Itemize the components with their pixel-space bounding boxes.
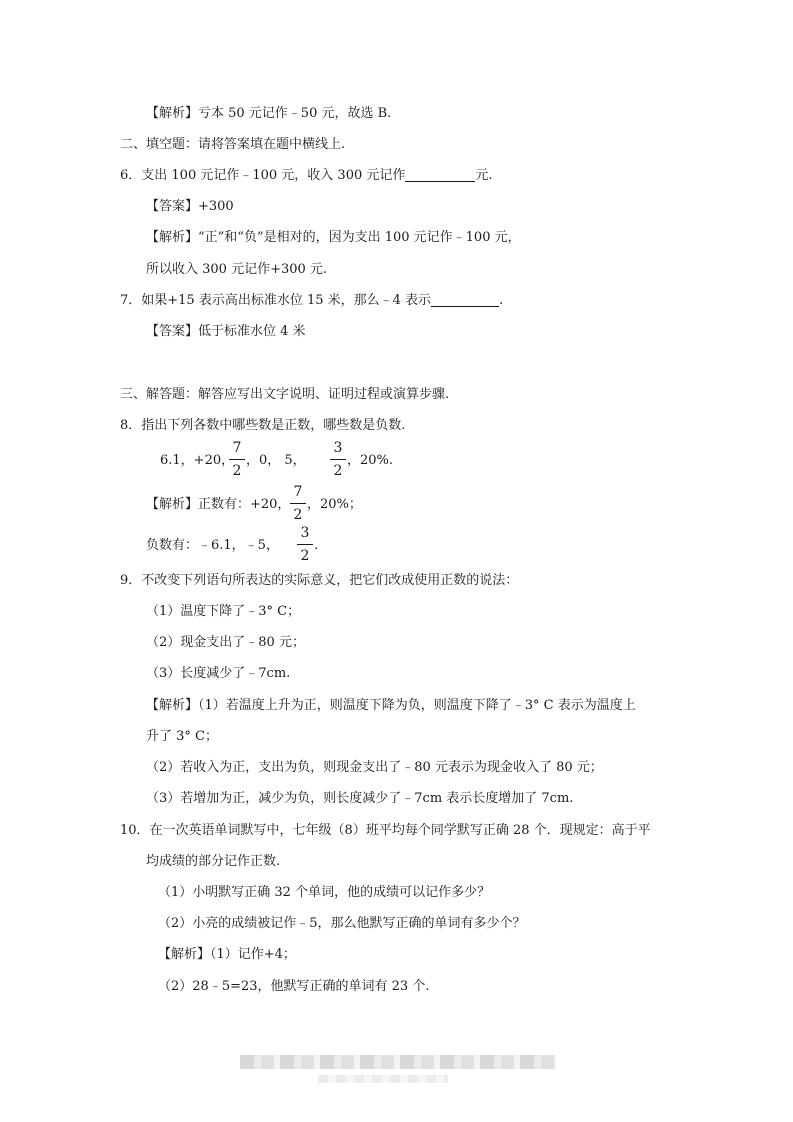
analysis-q9-part1-cont: 升了 3° C； (146, 729, 218, 744)
blurred-watermark (240, 1055, 556, 1069)
analysis-q9-part2: （2）若收入为正，支出为负，则现金支出了﹣80 元表示为现金收入了 80 元； (146, 760, 603, 775)
analysis-q8-positive-suffix: ，20%； (307, 497, 362, 512)
number-list-part1: 6.1，+20， (160, 453, 235, 468)
analysis-q10-part1: 【解析】（1）记作+4； (158, 947, 296, 962)
question-10-part1: （1）小明默写正确 32 个单词，他的成绩可以记作多少？ (158, 885, 491, 900)
question-10: 10．在一次英语单词默写中，七年级（8）班平均每个同学默写正确 28 个．现规定：高于平 (120, 823, 651, 838)
number-list-part2: ，0， 5， (246, 453, 306, 468)
question-9-part3: （3）长度减少了﹣7cm. (146, 666, 291, 681)
analysis-q9-part3: （3）若增加为正，减少为负，则长度减少了﹣7cm 表示长度增加了 7cm. (146, 791, 574, 806)
fraction-three-halves: 3 2 (329, 440, 347, 479)
analysis-q8-positive: 【解析】正数有：+20， (146, 497, 291, 512)
answer-q7: 【答案】低于标准水位 4 米 (146, 324, 306, 339)
question-6-text: 6．支出 100 元记作﹣100 元，收入 300 元记作 (120, 168, 406, 183)
analysis-q8-negative-suffix: . (314, 538, 319, 553)
analysis-q6-line1: 【解析】“正”和“负”是相对的，因为支出 100 元记作﹣100 元， (146, 230, 521, 245)
question-7-suffix: . (499, 293, 504, 308)
question-10-part2: （2）小亮的成绩被记作﹣5，那么他默写正确的单词有多少个？ (158, 916, 526, 931)
analysis-q9-part1: 【解析】（1）若温度上升为正，则温度下降为负，则温度下降了﹣3° C 表示为温度上 (146, 698, 636, 713)
number-list-part3: ，20%. (347, 453, 394, 468)
question-6-suffix: 元. (475, 168, 493, 183)
analysis-q10-part2: （2）28﹣5=23，他默写正确的单词有 23 个. (158, 979, 430, 994)
section-fill-in-heading: 二、填空题：请将答案填在题中横线上. (120, 137, 346, 152)
question-9-part2: （2）现金支出了﹣80 元； (146, 635, 305, 650)
answer-blank (405, 167, 475, 182)
analysis-q8-negative: 负数有：﹣6.1，﹣5， (146, 538, 279, 553)
answer-blank (431, 292, 499, 307)
question-8: 8．指出下列各数中哪些数是正数，哪些数是负数. (120, 418, 406, 433)
fraction-seven-halves: 7 2 (228, 440, 246, 479)
blurred-watermark-subline (318, 1075, 448, 1083)
question-9-part1: （1）温度下降了﹣3° C； (146, 604, 301, 619)
question-10-cont: 均成绩的部分记作正数. (146, 854, 281, 869)
answer-q6: 【答案】+300 (146, 199, 234, 214)
section-solve-heading: 三、解答题：解答应写出文字说明、证明过程或演算步骤. (120, 387, 450, 402)
question-9: 9．不改变下列语句所表达的实际意义，把它们改成使用正数的说法： (120, 573, 519, 588)
question-6 (120, 167, 493, 185)
fraction-three-halves: 3 2 (296, 525, 314, 564)
analysis-q6-line2: 所以收入 300 元记作+300 元. (146, 262, 328, 277)
analysis-q5: 【解析】亏本 50 元记作﹣50 元，故选 B. (146, 106, 392, 121)
question-7-text: 7．如果+15 表示高出标准水位 15 米，那么﹣4 表示 (120, 293, 432, 308)
fraction-seven-halves: 7 2 (289, 484, 307, 523)
question-7 (120, 292, 503, 310)
